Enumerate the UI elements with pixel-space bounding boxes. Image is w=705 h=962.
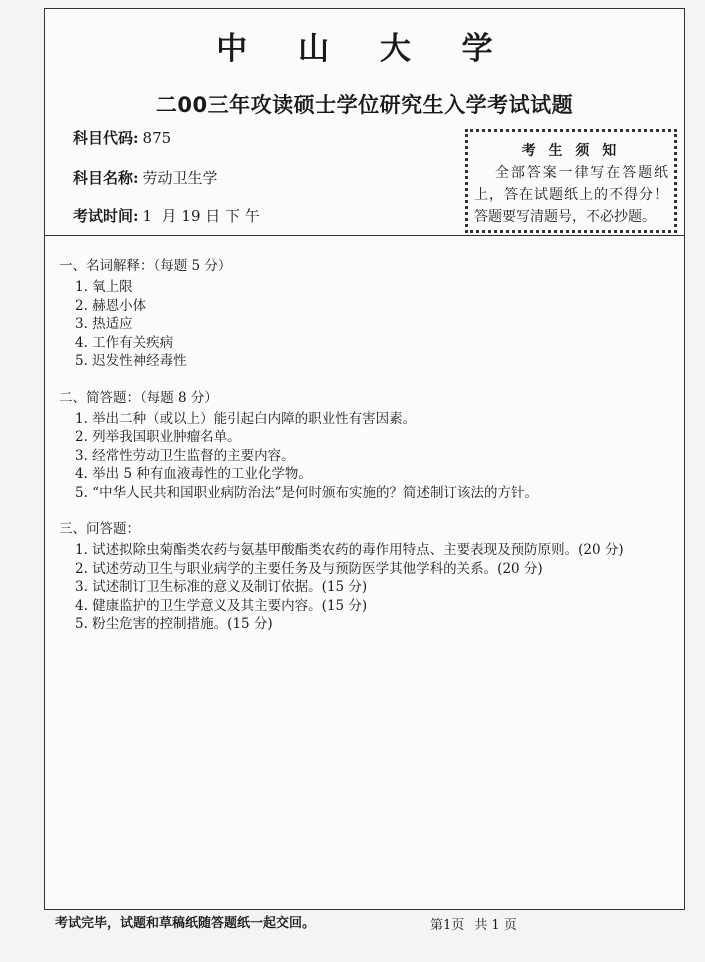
question-item: 4. 健康监护的卫生学意义及其主要内容。(15 分)	[75, 597, 368, 614]
exam-title: 二00三年攻读硕士学位研究生入学考试试题	[155, 93, 574, 117]
question-item: 2. 试述劳动卫生与职业病学的主要任务及与预防医学其他学科的关系。(20 分)	[75, 560, 543, 577]
subject-name-row	[73, 167, 218, 188]
question-item: 5. 粉尘危害的控制措施。(15 分)	[75, 616, 273, 632]
exam-header	[45, 9, 684, 236]
subject-code-label: 科目代码:	[73, 129, 139, 147]
exam-paper-frame	[44, 8, 685, 910]
section-short-answer	[59, 389, 679, 503]
question-item: 1. 试述拟除虫菊酯类农药与氨基甲酸酯类农药的毒作用特点、主要表现及预防原则。(20 分)	[75, 542, 624, 558]
page-current: 第1页	[430, 918, 465, 933]
section-heading: 二、简答题：（每题 8 分）	[59, 389, 218, 406]
subject-code-row	[73, 127, 171, 148]
question-item: 2. 列举我国职业肿瘤名单。	[75, 429, 241, 445]
question-item: 2. 赫恩小体	[75, 297, 147, 314]
question-item: 5. 迟发性神经毒性	[75, 353, 187, 369]
question-item: 3. 经常性劳动卫生监督的主要内容。	[75, 447, 295, 464]
notice-body: 全部答案一律写在答题纸上，答在试题纸上的不得分！答题要写清题号，不必抄题。	[474, 165, 668, 225]
exam-time-label: 考试时间:	[73, 207, 139, 225]
question-item: 1. 氧上限	[75, 279, 133, 295]
page-number	[430, 914, 527, 933]
section-heading: 一、名词解释：（每题 5 分）	[59, 258, 232, 274]
question-item: 1. 举出二种（或以上）能引起白内障的职业性有害因素。	[75, 410, 417, 427]
question-item: 3. 试述制订卫生标准的意义及制订依据。(15 分)	[75, 579, 368, 595]
page-total: 共 1 页	[474, 918, 517, 933]
section-definitions	[59, 257, 679, 371]
exam-time-row	[73, 205, 260, 226]
notice-title: 考 生 须 知	[521, 143, 621, 159]
question-item: 3. 热适应	[75, 316, 133, 332]
question-item: 4. 工作有关疾病	[75, 334, 174, 351]
footer-note: 考试完毕，试题和草稿纸随答题纸一起交回。	[55, 916, 316, 931]
university-name: 中 山 大 学	[216, 31, 513, 67]
candidate-notice-box	[465, 129, 677, 233]
subject-name-label: 科目名称:	[73, 169, 139, 187]
section-heading: 三、问答题：	[59, 521, 140, 537]
subject-code-value: 875	[142, 129, 172, 147]
subject-name-value: 劳动卫生学	[142, 169, 218, 187]
section-essay	[59, 520, 679, 634]
questions-content	[59, 257, 679, 634]
question-item: 5. “中华人民共和国职业病防治法”是何时颁布实施的？简述制订该法的方针。	[75, 484, 538, 501]
exam-time-value: 1 月 19 日 下 午	[142, 207, 260, 225]
question-item: 4. 举出 5 种有血液毒性的工业化学物。	[75, 466, 312, 482]
